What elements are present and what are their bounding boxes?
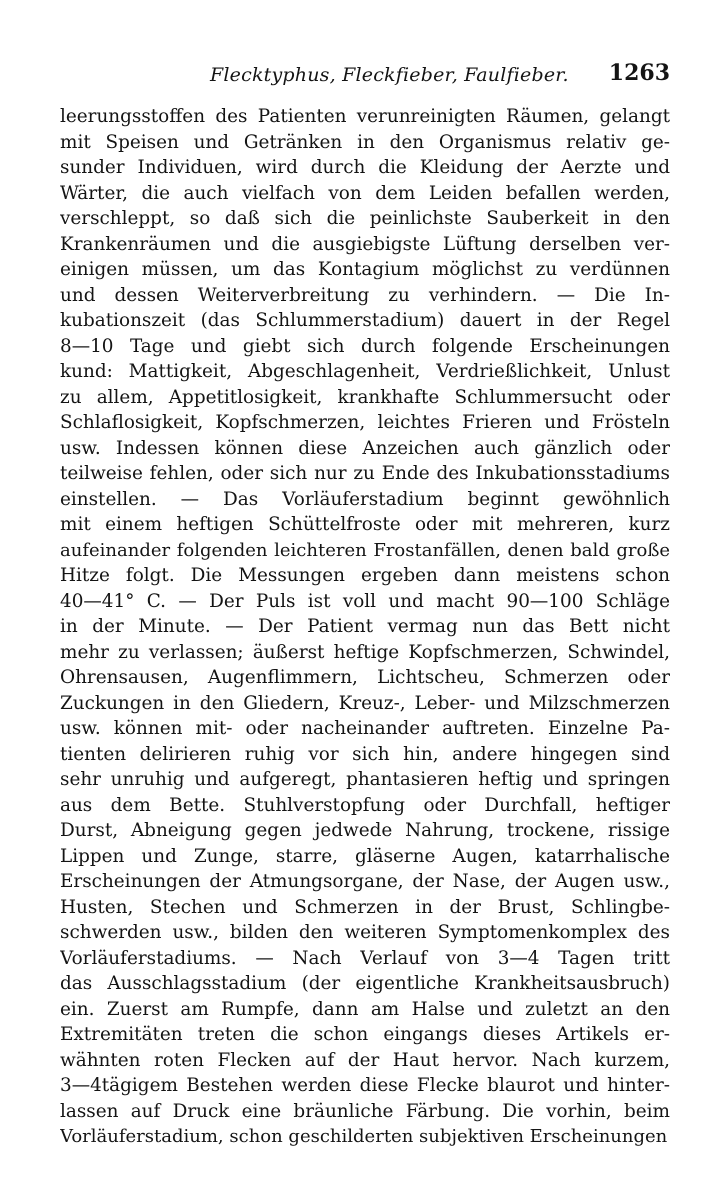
text-line: Ohrensausen, Augenflimmern, Lichtscheu, Schmerzen oder xyxy=(60,667,670,688)
text-line: das Ausschlagsstadium (der eigentliche Krankheitsausbruch) xyxy=(60,973,670,994)
text-line: mit Speisen und Getränken in den Organismus relativ ge- xyxy=(60,131,670,153)
text-line: kund: Mattigkeit, Abgeschlagenheit, Verdrießlichkeit, Unlust xyxy=(60,361,670,382)
text-line: einigen müssen, um das Kontagium möglichst zu verdünnen xyxy=(60,259,670,280)
text-line: Husten, Stechen und Schmerzen in der Brust, Schlingbe- xyxy=(60,896,670,918)
text-line: schwerden usw., bilden den weiteren Symptomenkomplex des xyxy=(60,922,670,943)
body-text xyxy=(60,104,670,1150)
text-line: Zuckungen in den Gliedern, Kreuz-, Leber- und Milzschmerzen xyxy=(60,692,670,714)
text-line: kubationszeit (das Schlummerstadium) dauert in der Regel xyxy=(60,310,670,331)
running-head-title: Flecktyphus, Fleckfieber, Faulfieber. xyxy=(210,64,569,86)
page-number: 1263 xyxy=(608,60,670,86)
text-line: Wärter, die auch vielfach von dem Leiden befallen werden, xyxy=(60,182,670,204)
text-line: verschleppt, so daß sich die peinlichste Sauberkeit in den xyxy=(60,208,670,229)
text-line: wähnten roten Flecken auf der Haut hervor. Nach kurzem, xyxy=(60,1049,670,1071)
text-line: Erscheinungen der Atmungsorgane, der Nase, der Augen usw., xyxy=(60,871,670,892)
text-line: in der Minute. — Der Patient vermag nun das Bett nicht xyxy=(60,616,670,637)
text-line: leerungsstoffen des Patienten verunreinigten Räumen, gelangt xyxy=(60,106,670,127)
text-line: usw. können mit- oder nacheinander auftreten. Einzelne Pa- xyxy=(60,718,670,739)
text-line: aus dem Bette. Stuhlverstopfung oder Durchfall, heftiger xyxy=(60,794,670,816)
text-line: sunder Individuen, wird durch die Kleidung der Aerzte und xyxy=(60,157,670,178)
text-line: mehr zu verlassen; äußerst heftige Kopfschmerzen, Schwindel, xyxy=(60,641,670,663)
text-line: aufeinander folgenden leichteren Frostanfällen, denen bald große xyxy=(60,539,670,561)
text-line: Krankenräumen und die ausgiebigste Lüftung derselben ver- xyxy=(60,233,670,255)
text-line: Schlaflosigkeit, Kopfschmerzen, leichtes Frieren und Frösteln xyxy=(60,412,670,433)
text-line: 3—4tägigem Bestehen werden diese Flecke blaurot und hinter- xyxy=(60,1075,670,1096)
text-line: mit einem heftigen Schüttelfroste oder mit mehreren, kurz xyxy=(60,514,670,535)
text-line: einstellen. — Das Vorläuferstadium beginnt gewöhnlich xyxy=(60,488,670,510)
text-line: und dessen Weiterverbreitung zu verhindern. — Die In- xyxy=(60,284,670,306)
text-line: Hitze folgt. Die Messungen ergeben dann meistens schon xyxy=(60,565,670,586)
text-line: Lippen und Zunge, starre, gläserne Augen, katarrhalische xyxy=(60,845,670,867)
text-line: 8—10 Tage und giebt sich durch folgende Erscheinungen xyxy=(60,335,670,357)
text-line: 40—41° C. — Der Puls ist voll und macht 90—100 Schläge xyxy=(60,590,670,612)
text-line: tienten delirieren ruhig vor sich hin, andere hingegen sind xyxy=(60,743,670,765)
text-line: teilweise fehlen, oder sich nur zu Ende des Inkubationsstadiums xyxy=(60,463,670,484)
running-head xyxy=(60,58,670,92)
text-line: Extremitäten treten die schon eingangs dieses Artikels er- xyxy=(60,1024,670,1045)
text-line: ein. Zuerst am Rumpfe, dann am Halse und zuletzt an den xyxy=(60,998,670,1020)
text-line: Durst, Abneigung gegen jedwede Nahrung, trockene, rissige xyxy=(60,820,670,841)
text-line: Vorläuferstadiums. — Nach Verlauf von 3—4 Tagen tritt xyxy=(60,947,670,969)
text-line: Vorläuferstadium, schon geschilderten subjektiven Erscheinungen xyxy=(60,1126,668,1147)
text-line: usw. Indessen können diese Anzeichen auch gänzlich oder xyxy=(60,437,670,459)
text-line: sehr unruhig und aufgeregt, phantasieren heftig und springen xyxy=(60,769,670,790)
text-line: zu allem, Appetitlosigkeit, krankhafte Schlummersucht oder xyxy=(60,386,670,408)
text-line: lassen auf Druck eine bräunliche Färbung. Die vorhin, beim xyxy=(60,1100,670,1122)
